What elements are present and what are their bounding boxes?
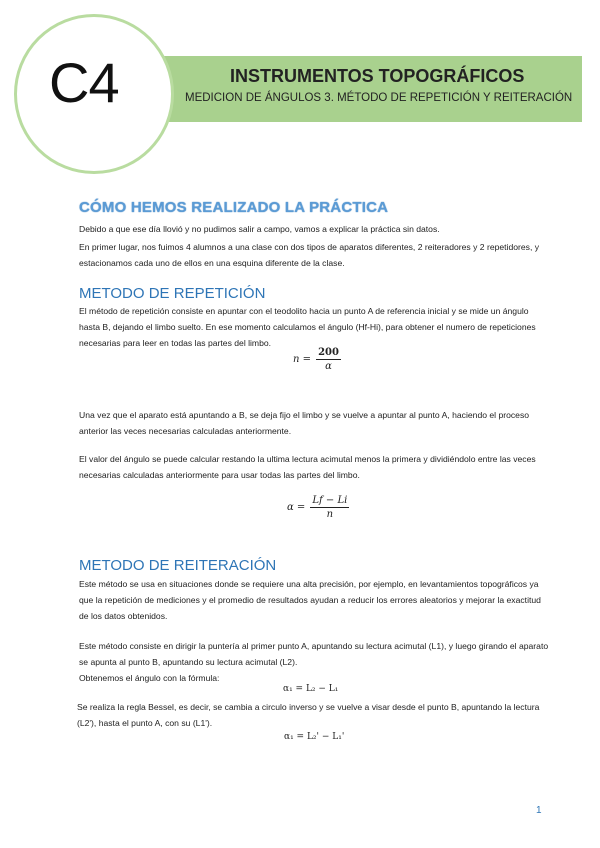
formula-n-fraction (316, 347, 341, 372)
section-heading-repeticion: METODO DE REPETICIÓN (79, 285, 266, 302)
formula-alpha-numerator: Lf − Li (312, 495, 348, 506)
formula-alpha (287, 495, 349, 520)
reiteracion-paragraph-1: Este método se usa en situaciones donde se requiere una alta precisión, por ejemplo, en levantamientos topográficos ya que la repetición de mediciones y el promedio de resultados ayudan a reducir los errores aleatorios y mejorar la exactitud de los datos obtenidos. (79, 579, 541, 621)
formula-alpha-1-bessel: α₁ = L₂' − L₁' (284, 732, 345, 742)
page-title: INSTRUMENTOS TOPOGRÁFICOS (230, 66, 525, 86)
reiteracion-paragraph-2: Este método consiste en dirigir la puntería al primer punto A, apuntando su lectura acimutal (L1), y luego girando el aparato se apunta al punto B, apuntando su lectura acimutal (L2). (79, 641, 549, 667)
formula-n-numerator: 200 (318, 347, 339, 358)
formula-n-lhs: n = (293, 354, 311, 365)
practica-paragraph-2: En primer lugar, nos fuimos 4 alumnos a una clase con dos tipos de aparatos diferentes, 2 reiteradores y 2 repetidores, y estacionamos cada uno de ellos en una esquina diferente de la clase. (79, 242, 540, 268)
reiteracion-paragraph-3: Obtenemos el ángulo con la fórmula: (79, 673, 220, 683)
page-number: 1 (536, 805, 542, 816)
chapter-label: C4 (49, 51, 119, 114)
formula-alpha-fraction (310, 495, 349, 520)
repeticion-paragraph-3: El valor del ángulo se puede calcular restando la ultima lectura acimutal menos la primera y dividiéndolo entre las veces necesarias calculadas anteriormente para usar todas las partes del limbo. (79, 454, 536, 480)
repeticion-paragraph-2: Una vez que el aparato está apuntando a B, se deja fijo el limbo y se vuelve a apuntar al punto A, haciendo el proceso anterior las veces necesarias calculadas anteriormente. (79, 410, 530, 436)
page-subtitle: MEDICION DE ÁNGULOS 3. MÉTODO DE REPETICIÓN Y REITERACIÓN (185, 92, 573, 104)
formula-n (293, 347, 341, 372)
practica-paragraph-1: Debido a que ese día llovió y no pudimos salir a campo, vamos a explicar la práctica sin datos. (79, 224, 440, 234)
section-heading-reiteracion: METODO DE REITERACIÓN (79, 557, 277, 574)
reiteracion-paragraph-4: Se realiza la regla Bessel, es decir, se cambia a circulo inverso y se vuelve a visar desde el punto B, apuntando la lectura (L2'), hasta el punto A, con su (L1'). (77, 702, 540, 728)
repeticion-paragraph-1: El método de repetición consiste en apuntar con el teodolito hacia un punto A de referencia inicial y se mide un ángulo hasta B, dejando el limbo suelto. En ese momento calculamos el ángulo (Hf-Hi), para obtener el numero de repeticiones necesarias para leer en todas las partes del limbo. (79, 306, 536, 348)
formula-alpha-lhs: α = (287, 502, 306, 513)
formula-alpha-denominator: n (326, 509, 334, 520)
section-heading-practica: CÓMO HEMOS REALIZADO LA PRÁCTICA (79, 199, 389, 216)
practica-text (79, 221, 549, 271)
formula-n-denominator: α (325, 361, 332, 372)
formula-alpha-1: α₁ = L₂ − L₁ (283, 684, 339, 694)
